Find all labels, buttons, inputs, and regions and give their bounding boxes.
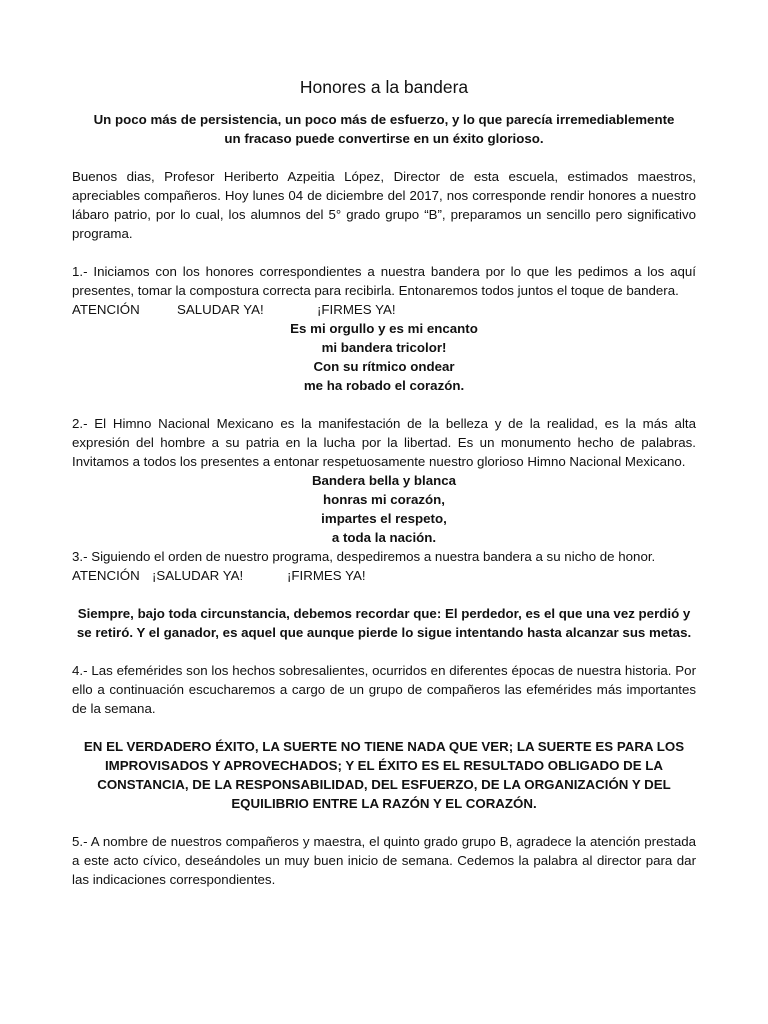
command-salute: ¡SALUDAR YA!: [152, 568, 244, 583]
command-firm: ¡FIRMES YA!: [287, 568, 366, 583]
command-attention: ATENCIÓN: [72, 302, 140, 317]
greeting-paragraph: Buenos dias, Profesor Heriberto Azpeitia López, Director de esta escuela, estimados maestros, apreciables compañeros. Hoy lunes 04 de diciembre del 2017, nos corresponde rendir honores a nuestro lábaro patrio, por lo cual, los alumnos del 5° grado grupo “B”, preparamos un sencillo pero significativo programa.: [72, 169, 696, 241]
command-salute: SALUDAR YA!: [177, 302, 264, 317]
quote-success: EN EL VERDADERO ÉXITO, LA SUERTE NO TIENE NADA QUE VER; LA SUERTE ES PARA LOS IMPROVISADOS Y APROVECHADOS; Y EL ÉXITO ES EL RESULTADO OBLIGADO DE LA CONSTANCIA, DE LA RESPONSABILIDAD, DEL ESFUERZO, DE LA ORGANIZACIÓN Y DEL EQUILIBRIO ENTRE LA RAZÓN Y EL CORAZÓN.: [83, 739, 685, 811]
section-3-paragraph: 3.- Siguiendo el orden de nuestro programa, despediremos a nuestra bandera a su nicho de honor.: [72, 549, 656, 564]
section-2-paragraph: 2.- El Himno Nacional Mexicano es la manifestación de la belleza y de la realidad, es la más alta expresión del hombre a su patria en la lucha por la libertad. Es un monumento hecho de palabras. Invitamos a todos los presentes a entonar respetuosamente nuestro glorioso Himno Nacional Mexicano.: [72, 416, 696, 469]
poem-2: [72, 471, 696, 547]
poem-2-line: honras mi corazón,: [323, 492, 445, 507]
command-attention: ATENCIÓN: [72, 568, 140, 583]
commands-row-2: [72, 566, 696, 585]
poem-2-line: Bandera bella y blanca: [311, 473, 457, 488]
poem-1-line: Es mi orgullo y es mi encanto: [290, 321, 478, 336]
poem-1-line: mi bandera tricolor!: [321, 340, 447, 355]
intro-quote: Un poco más de persistencia, un poco más de esfuerzo, y lo que parecía irremediablemente un fracaso puede convertirse en un éxito glorioso.: [93, 112, 675, 146]
poem-1: [72, 319, 696, 395]
document-title: Honores a la bandera: [299, 77, 469, 97]
poem-1-line: me ha robado el corazón.: [303, 378, 465, 393]
section-4-paragraph: 4.- Las efemérides son los hechos sobresalientes, ocurridos en diferentes épocas de nuestra historia. Por ello a continuación escucharemos a cargo de un grupo de compañeros las efemérides más importantes de la semana.: [72, 663, 696, 716]
poem-2-line: impartes el respeto,: [321, 511, 447, 526]
section-5-paragraph: 5.- A nombre de nuestros compañeros y maestra, el quinto grado grupo B, agradece la atención prestada a este acto cívico, deseándoles un muy buen inicio de semana. Cedemos la palabra al director para dar las indicaciones correspondientes.: [72, 834, 696, 887]
poem-2-line: a toda la nación.: [331, 530, 437, 545]
section-1-paragraph: 1.- Iniciamos con los honores correspondientes a nuestra bandera por lo que les pedimos a los aquí presentes, tomar la compostura correcta para recibirla. Entonaremos todos juntos el toque de bandera.: [72, 264, 696, 298]
quote-perseverance: Siempre, bajo toda circunstancia, debemos recordar que: El perdedor, es el que una vez perdió y se retiró. Y el ganador, es aquel que aunque pierde lo sigue intentando hasta alcanzar sus metas.: [76, 606, 692, 640]
poem-1-line: Con su rítmico ondear: [313, 359, 455, 374]
command-firm: ¡FIRMES YA!: [317, 302, 396, 317]
commands-row-1: [72, 300, 696, 319]
